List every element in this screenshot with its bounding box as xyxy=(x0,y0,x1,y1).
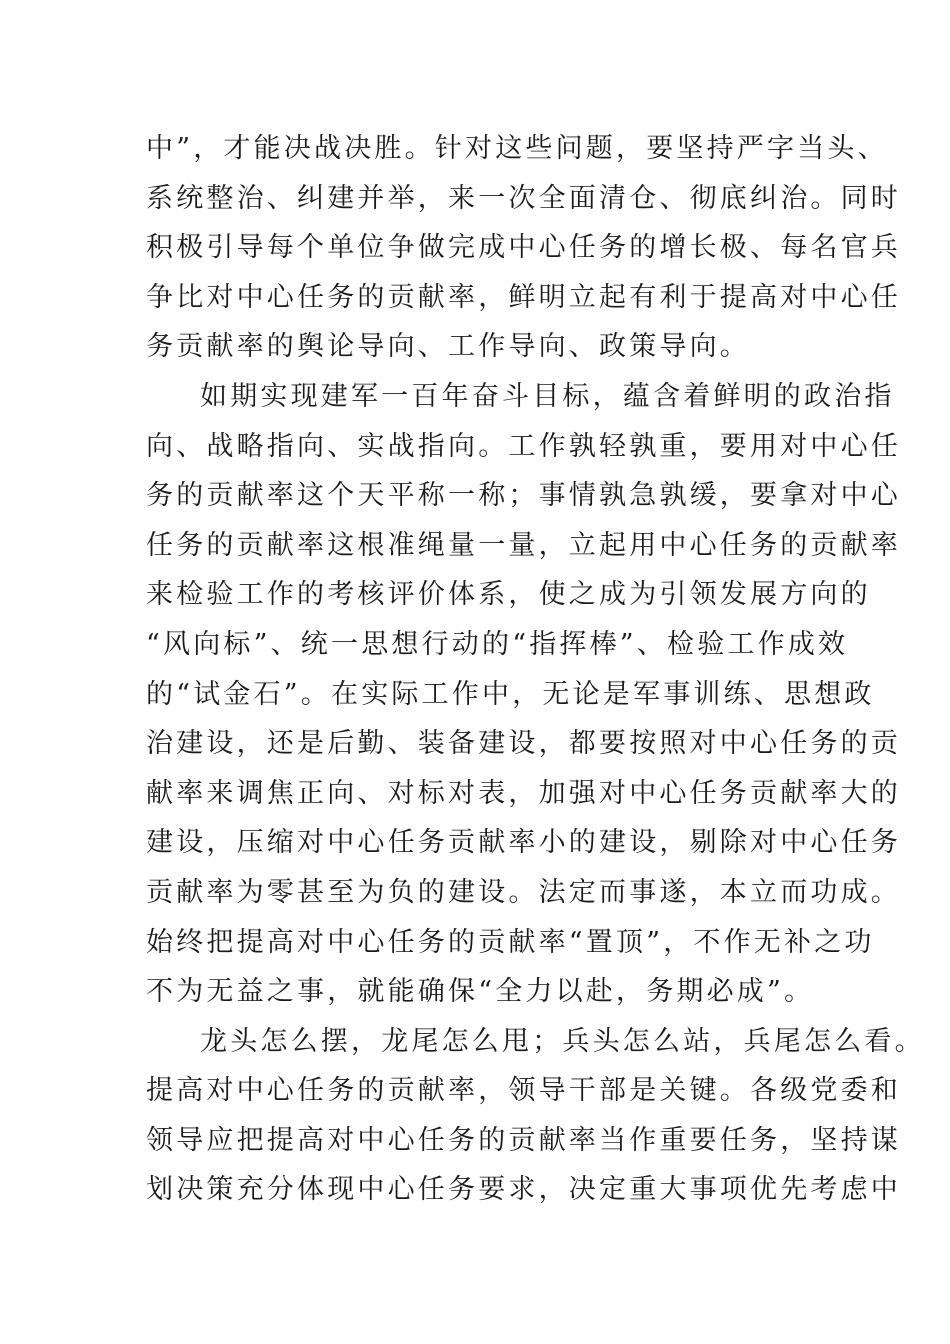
text-line: 的“试金石”。在实际工作中，无论是军事训练、思想政 xyxy=(146,678,875,710)
text-line: 提高对中心任务的贡献率，领导干部是关键。各级党委和 xyxy=(146,1075,901,1107)
text-line: 向、战略指向、实战指向。工作孰轻孰重，要用对中心任 xyxy=(146,430,901,462)
text-line: 务贡献率的舆论导向、工作导向、政策导向。 xyxy=(146,331,750,363)
text-line: 任务的贡献率这根准绳量一量，立起用中心任务的贡献率 xyxy=(146,529,901,561)
text-line: “风向标”、统一思想行动的“指挥棒”、检验工作成效 xyxy=(146,628,849,660)
paragraph-first-line: 如期实现建军一百年奋斗目标，蕴含着鲜明的政治指 xyxy=(200,380,895,412)
text-line: 系统整治、纠建并举，来一次全面清仓、彻底纠治。同时 xyxy=(146,182,901,214)
text-line: 领导应把提高对中心任务的贡献率当作重要任务，坚持谋 xyxy=(146,1124,901,1156)
text-line: 划决策充分体现中心任务要求，决定重大事项优先考虑中 xyxy=(146,1174,901,1206)
text-line: 治建设，还是后勤、装备建设，都要按照对中心任务的贡 xyxy=(146,728,901,760)
text-line: 争比对中心任务的贡献率，鲜明立起有利于提高对中心任 xyxy=(146,281,901,313)
body-text xyxy=(146,124,925,1215)
text-line: 积极引导每个单位争做完成中心任务的增长极、每名官兵 xyxy=(146,232,901,264)
text-line: 中”，才能决战决胜。针对这些问题，要坚持严字当头、 xyxy=(146,133,888,164)
paragraph-first-line: 龙头怎么摆，龙尾怎么甩；兵头怎么站，兵尾怎么看。 xyxy=(200,1025,925,1057)
text-line: 建设，压缩对中心任务贡献率小的建设，剔除对中心任务 xyxy=(146,827,901,859)
text-line: 来检验工作的考核评价体系，使之成为引领发展方向的 xyxy=(146,579,871,611)
text-line: 献率来调焦正向、对标对表，加强对中心任务贡献率大的 xyxy=(146,777,901,809)
text-line: 始终把提高对中心任务的贡献率“置顶”，不作无补之功 xyxy=(146,926,875,958)
text-line: 贡献率为零甚至为负的建设。法定而事遂，本立而功成。 xyxy=(146,876,901,908)
text-line: 不为无益之事，就能确保“全力以赴，务期必成”。 xyxy=(146,976,815,1008)
text-line: 务的贡献率这个天平称一称；事情孰急孰缓，要拿对中心 xyxy=(146,480,901,512)
